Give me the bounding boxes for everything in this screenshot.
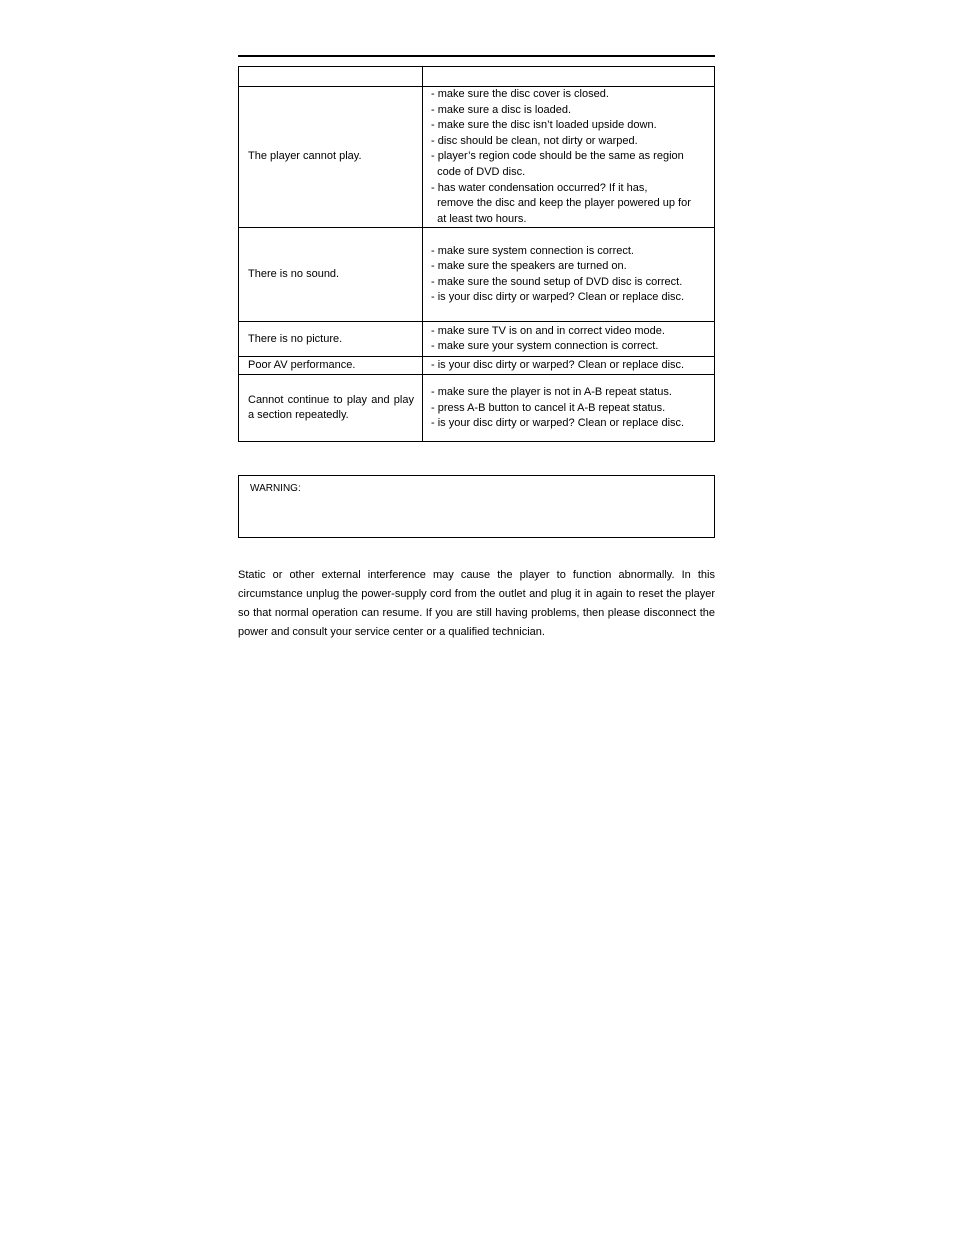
solution-line: - make sure the sound setup of DVD disc is correct. (431, 275, 683, 288)
solution-line: - make sure your system connection is correct. (431, 340, 659, 353)
solution-line: - make sure the speakers are turned on. (431, 260, 627, 273)
table-row (239, 375, 715, 442)
solution-line: - press A-B button to cancel it A-B repeat status. (431, 401, 666, 414)
problem-text: There is no sound. (248, 268, 340, 281)
solution-line: - player’s region code should be the same as region (431, 150, 684, 163)
solution-cell (423, 228, 715, 322)
solution-line: - has water condensation occurred? If it has, (431, 181, 648, 194)
table-header-row (239, 67, 715, 87)
problem-cell (239, 357, 423, 375)
header-rule (238, 55, 715, 57)
solution-line: at least two hours. (431, 212, 527, 225)
solution-cell (423, 357, 715, 375)
warning-label: WARNING: (250, 483, 301, 494)
solution-line: - is your disc dirty or warped? Clean or replace disc. (431, 417, 685, 430)
table-row (239, 322, 715, 357)
problem-text: There is no picture. (248, 332, 343, 345)
table-row (239, 228, 715, 322)
solution-line: - is your disc dirty or warped? Clean or replace disc. (431, 291, 685, 304)
solution-line: - make sure the player is not in A-B repeat status. (431, 385, 672, 398)
header-problem-cell (239, 67, 423, 87)
solution-line: - make sure a disc is loaded. (431, 103, 572, 116)
problem-cell (239, 228, 423, 322)
header-solution-cell (423, 67, 715, 87)
solution-line: - make sure the disc isn’t loaded upside down. (431, 119, 657, 132)
solution-cell (423, 87, 715, 228)
problem-cell (239, 322, 423, 357)
solution-line: remove the disc and keep the player powered up for (431, 197, 691, 210)
troubleshooting-table (238, 66, 715, 442)
solution-line: - make sure the disc cover is closed. (431, 88, 609, 100)
problem-text: Cannot continue to play and play a section repeatedly. (248, 393, 414, 422)
solution-cell (423, 322, 715, 357)
problem-cell (239, 87, 423, 228)
solution-line: - make sure TV is on and in correct video mode. (431, 324, 665, 337)
solution-line: code of DVD disc. (431, 165, 526, 178)
solution-line: - is your disc dirty or warped? Clean or replace disc. (431, 359, 685, 372)
solution-line: - make sure system connection is correct. (431, 244, 634, 257)
table-row (239, 357, 715, 375)
problem-text: The player cannot play. (248, 150, 362, 163)
problem-cell (239, 375, 423, 442)
problem-text: Poor AV performance. (248, 359, 356, 372)
solution-line: - disc should be clean, not dirty or warped. (431, 134, 638, 147)
solution-cell (423, 375, 715, 442)
table-row (239, 87, 715, 228)
warning-box (238, 475, 715, 538)
interference-note: Static or other external interference may cause the player to function abnormally. In this circumstance unplug the power-supply cord from the outlet and plug it in again to reset the player so that normal operation can resume. If you are still having problems, then please disconnect the power and consult your service center or a qualified technician. (238, 569, 715, 638)
